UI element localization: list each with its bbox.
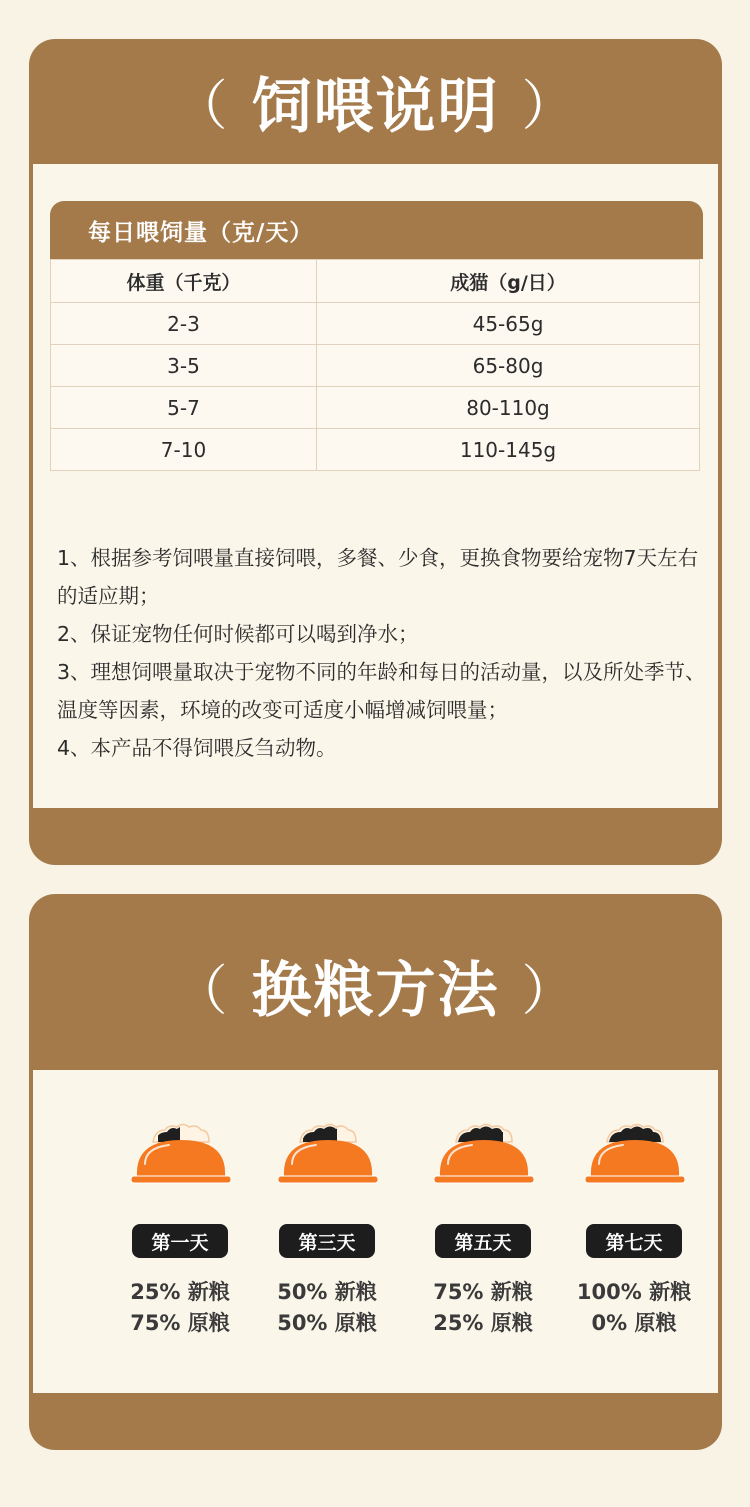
new-food-ratio: 100% 新粮: [576, 1280, 692, 1304]
food-bowl-icon: [583, 1120, 687, 1184]
note-item: 2、保证宠物任何时候都可以喝到净水；: [57, 622, 419, 646]
amount-cell: 65-80g: [317, 345, 700, 387]
switching-steps: [33, 1070, 718, 1393]
day-badge: 第一天: [132, 1224, 228, 1258]
title-paren-right: ）: [521, 958, 578, 1022]
table-row: [51, 303, 700, 345]
title-paren-left: （: [173, 958, 230, 1022]
feeding-notes: [57, 539, 707, 767]
switching-title: [29, 894, 722, 1070]
feeding-instructions-card: [29, 39, 722, 865]
table-header-row: [51, 260, 700, 303]
switching-content: [33, 1070, 718, 1393]
day-badge: 第五天: [435, 1224, 531, 1258]
note-item: 4、本产品不得饲喂反刍动物。: [57, 736, 337, 760]
old-food-ratio: 0% 原粮: [591, 1311, 677, 1335]
old-food-ratio: 50% 原粮: [277, 1311, 377, 1335]
day-badge: 第七天: [586, 1224, 682, 1258]
table-row: [51, 387, 700, 429]
title-paren-left: （: [173, 74, 230, 137]
amount-cell: 45-65g: [317, 303, 700, 345]
note-item: 3、理想饲喂量取决于宠物不同的年龄和每日的活动量，以及所处季节、温度等因素，环境的改变可适度小幅增减饲喂量；: [57, 660, 706, 722]
new-food-ratio: 25% 新粮: [130, 1280, 230, 1304]
food-bowl-icon: [432, 1120, 536, 1184]
old-food-ratio: 25% 原粮: [433, 1311, 533, 1335]
food-bowl-icon: [129, 1120, 233, 1184]
note-item: 1、根据参考饲喂量直接饲喂，多餐、少食，更换食物要给宠物7天左右的适应期；: [57, 546, 699, 608]
new-food-ratio: 75% 新粮: [433, 1280, 533, 1304]
old-food-ratio: 75% 原粮: [130, 1311, 230, 1335]
column-header-weight: 体重（千克）: [51, 260, 317, 303]
new-food-ratio: 50% 新粮: [277, 1280, 377, 1304]
column-header-adult-cat: 成猫（g/日）: [317, 260, 700, 303]
day-badge: 第三天: [279, 1224, 375, 1258]
table-row: [51, 345, 700, 387]
feeding-title: [29, 39, 722, 164]
amount-cell: 110-145g: [317, 429, 700, 471]
feeding-table: [50, 201, 703, 471]
weight-cell: 5-7: [51, 387, 317, 429]
switching-title-text: 换粮方法: [251, 956, 500, 1026]
title-paren-right: ）: [521, 74, 578, 137]
food-switching-card: [29, 894, 722, 1450]
weight-cell: 7-10: [51, 429, 317, 471]
amount-cell: 80-110g: [317, 387, 700, 429]
table-row: [51, 429, 700, 471]
feeding-table-title: 每日喂饲量（克/天）: [50, 201, 703, 259]
feeding-title-text: 饲喂说明: [251, 71, 500, 142]
feeding-amount-table: [50, 259, 700, 471]
weight-cell: 2-3: [51, 303, 317, 345]
feeding-content: [33, 164, 718, 808]
weight-cell: 3-5: [51, 345, 317, 387]
food-bowl-icon: [276, 1120, 380, 1184]
